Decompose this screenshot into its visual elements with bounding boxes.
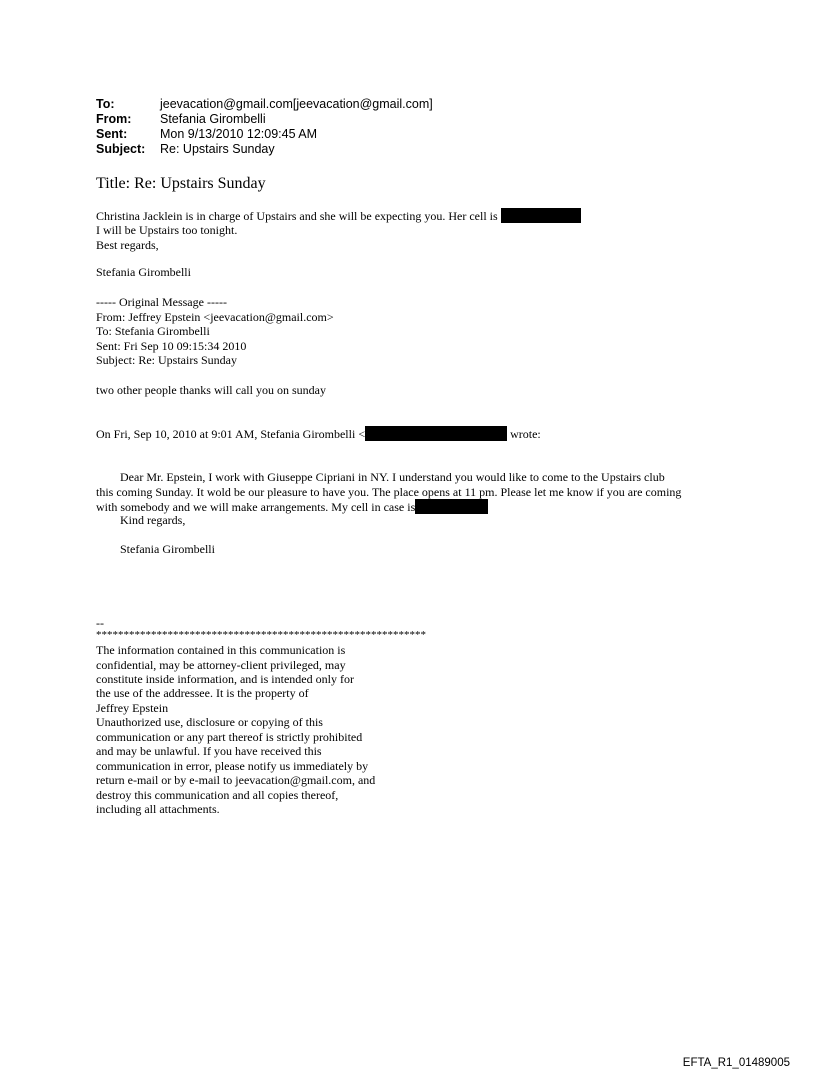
quoted-intro-prefix: On Fri, Sep 10, 2010 at 9:01 AM, Stefania Girombelli < [96, 427, 366, 441]
reply-line-3: Best regards, [96, 238, 159, 252]
subject-value: Re: Upstairs Sunday [160, 142, 275, 156]
redaction-block [365, 426, 507, 441]
original-subject: Subject: Re: Upstairs Sunday [96, 353, 237, 367]
disclaimer-line: the use of the addressee. It is the property of [96, 686, 309, 700]
from-row [96, 112, 433, 127]
disclaimer-separator: ************************************************************ [96, 629, 426, 641]
quoted-paragraph-line-3-text: with somebody and we will make arrangements. My cell in case is [96, 500, 416, 514]
quoted-paragraph-line-1: Dear Mr. Epstein, I work with Giuseppe Cipriani in NY. I understand you would like to come to the Upstairs club [120, 470, 665, 484]
redaction-block [501, 208, 581, 223]
disclaimer-line: and may be unlawful. If you have received this [96, 744, 322, 758]
original-to: To: Stefania Girombelli [96, 324, 210, 338]
to-label: To: [96, 97, 115, 111]
disclaimer-line: constitute inside information, and is intended only for [96, 672, 354, 686]
reply-signature: Stefania Girombelli [96, 265, 191, 279]
sent-row [96, 127, 433, 142]
disclaimer-line: including all attachments. [96, 802, 220, 816]
reply-line-1 [96, 208, 581, 224]
reply-line-2: I will be Upstairs too tonight. [96, 223, 238, 237]
disclaimer-line: confidential, may be attorney-client privileged, may [96, 658, 346, 672]
subject-label: Subject: [96, 142, 146, 156]
original-message-marker: ----- Original Message ----- [96, 295, 227, 309]
document-id: EFTA_R1_01489005 [682, 1057, 790, 1069]
email-header [96, 97, 433, 157]
to-row [96, 97, 433, 112]
disclaimer-line: return e-mail or by e-mail to jeevacation@gmail.com, and [96, 773, 376, 787]
disclaimer-line: Jeffrey Epstein [96, 701, 169, 715]
disclaimer-line: communication in error, please notify us immediately by [96, 759, 369, 773]
redaction-block [415, 499, 488, 514]
disclaimer-line: Unauthorized use, disclosure or copying of this [96, 715, 323, 729]
disclaimer-line: The information contained in this communication is [96, 643, 346, 657]
quoted-intro [96, 426, 541, 442]
quoted-closing: Kind regards, [120, 513, 186, 527]
sent-label: Sent: [96, 127, 128, 141]
reply-line-1-text: Christina Jacklein is in charge of Upstairs and she will be expecting you. Her cell is [96, 209, 498, 223]
disclaimer-line: destroy this communication and all copies thereof, [96, 788, 339, 802]
quoted-signature: Stefania Girombelli [120, 542, 215, 556]
sent-value: Mon 9/13/2010 12:09:45 AM [160, 127, 318, 141]
quoted-paragraph-line-2: this coming Sunday. It wold be our pleasure to have you. The place opens at 11 pm. Please let me know if you are coming [96, 485, 682, 499]
from-label: From: [96, 112, 132, 126]
quoted-intro-suffix: wrote: [510, 427, 541, 441]
original-body: two other people thanks will call you on sunday [96, 383, 326, 397]
subject-row [96, 142, 433, 157]
original-from: From: Jeffrey Epstein <jeevacation@gmail.com> [96, 310, 334, 324]
disclaimer-dashes: -- [96, 616, 104, 630]
disclaimer-line: communication or any part thereof is strictly prohibited [96, 730, 363, 744]
original-sent: Sent: Fri Sep 10 09:15:34 2010 [96, 339, 247, 353]
document-title: Title: Re: Upstairs Sunday [96, 175, 266, 192]
from-value: Stefania Girombelli [160, 112, 266, 126]
to-value: jeevacation@gmail.com[jeevacation@gmail.com] [160, 97, 433, 111]
